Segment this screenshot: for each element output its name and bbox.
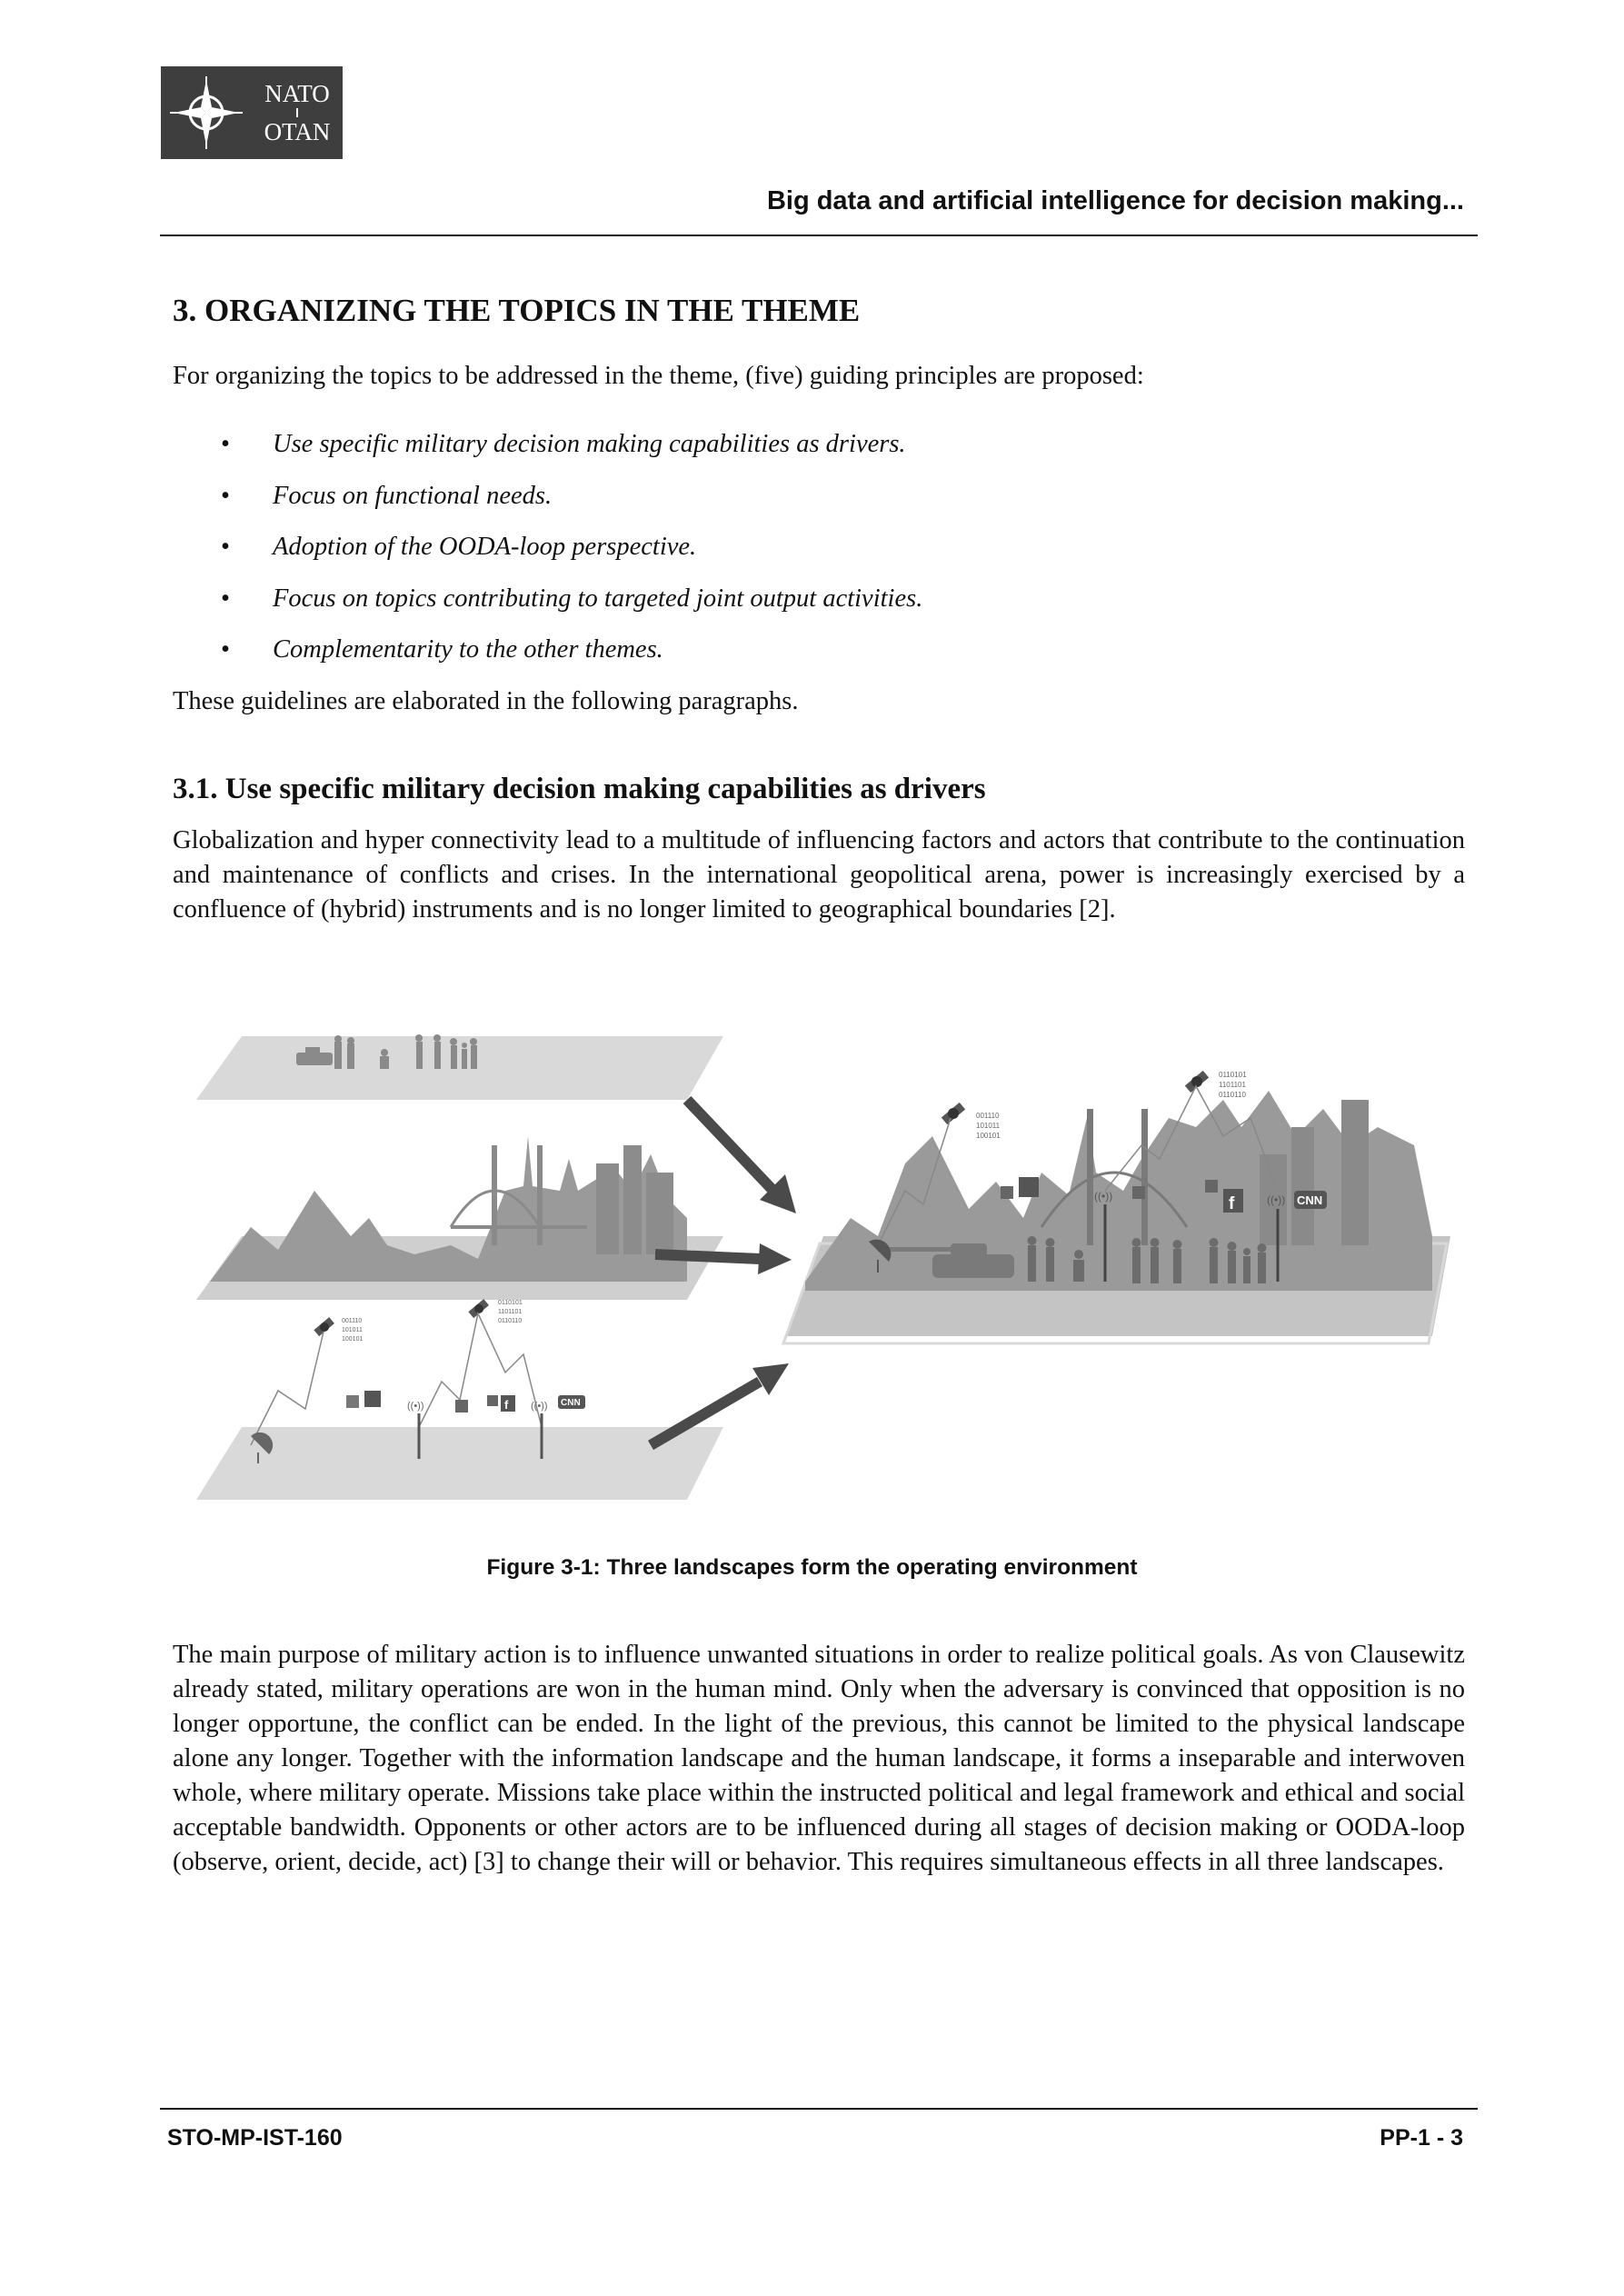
facebook-label: f — [504, 1398, 509, 1412]
after-bullets-text: These guidelines are elaborated in the following paragraphs. — [173, 687, 799, 715]
media-icon — [346, 1395, 359, 1408]
paragraph-globalization: Globalization and hyper connectivity lead to a multitude of influencing factors and actors that contribute to the continuation and maintenance of conflicts and crises. In the international geopolitical arena, power is increasingly exercised by a confluence of (hybrid) instruments and is no longer limited to geographical boundaries [2]. — [173, 826, 1465, 923]
binary-label: 100101 — [342, 1336, 364, 1343]
binary-label: 101011 — [342, 1327, 363, 1333]
logo-line-otan: OTAN — [264, 118, 331, 145]
nato-otan-logo — [161, 66, 343, 159]
binary-label: 001110 — [342, 1318, 363, 1324]
binary-label: 1101101 — [1219, 1081, 1246, 1089]
bridge-tower-right — [537, 1145, 543, 1245]
satellite-icon — [1185, 1071, 1209, 1093]
running-title: Big data and artificial intelligence for decision making... — [766, 186, 1464, 215]
instagram-icon — [487, 1395, 498, 1406]
combined-landscape-plane — [783, 1071, 1450, 1343]
list-item-text: Focus on functional needs. — [273, 481, 553, 510]
list-item — [173, 582, 922, 634]
three-landscapes-figure — [178, 1009, 1461, 1527]
instagram-icon — [1205, 1180, 1218, 1193]
logo-separator — [296, 108, 298, 117]
list-item — [173, 427, 922, 479]
binary-label: 0110101 — [1219, 1071, 1247, 1079]
binary-label: 0110110 — [498, 1318, 523, 1324]
list-item-text: Use specific military decision making capabilities as drivers. — [273, 430, 906, 458]
terrain-silhouette — [805, 1091, 1432, 1291]
section-heading: 3. ORGANIZING THE TOPICS IN THE THEME — [173, 293, 861, 328]
document-id: STO-MP-IST-160 — [167, 2125, 343, 2151]
twitter-icon — [455, 1400, 468, 1413]
media-icon — [1019, 1177, 1039, 1197]
list-item — [173, 530, 922, 582]
section-intro: For organizing the topics to be addressed in the theme, (five) guiding principles are proposed: — [173, 362, 1144, 390]
principles-list — [173, 427, 922, 684]
list-item — [173, 633, 922, 684]
binary-label: 001110 — [976, 1112, 1000, 1120]
binary-label: 0110110 — [1219, 1091, 1246, 1099]
logo-line-nato: NATO — [264, 80, 330, 107]
bullet-icon: • — [221, 533, 230, 561]
footer-rule — [160, 2108, 1478, 2110]
binary-label: 100101 — [976, 1132, 1001, 1140]
human-landscape-plane — [196, 1034, 723, 1100]
page-number: PP-1 - 3 — [1380, 2125, 1463, 2151]
list-item-text: Complementarity to the other themes. — [273, 635, 663, 664]
twitter-icon — [1132, 1186, 1145, 1199]
binary-label: 1101101 — [498, 1309, 523, 1315]
physical-landscape-plane — [196, 1136, 723, 1300]
cnn-label: CNN — [1297, 1193, 1323, 1207]
list-item-text: Focus on topics contributing to targeted joint output activities. — [273, 584, 923, 613]
information-landscape-plane — [196, 1299, 723, 1500]
bullet-icon: • — [221, 635, 230, 664]
bullet-icon: • — [221, 430, 230, 458]
list-item-text: Adoption of the OODA-loop perspective. — [273, 533, 697, 561]
bullet-icon: • — [221, 481, 230, 510]
paragraph-military-action: The main purpose of military action is to influence unwanted situations in order to realize political goals. As von Clausewitz already stated, military operations are won in the human mind. Only when the adversary is convinced that opposition is no longer opportune, the conflict can be ended. In the light of the previous, this cannot be limited to the physical landscape alone any longer. Together with the information landscape and the human landscape, it forms a inseparable and interwoven whole, where military operate. Missions take place within the instructed political and legal framework and ethical and social acceptable bandwidth. Opponents or other actors are to be influenced during all stages of decision making or OODA-loop (observe, orient, decide, act) [3] to change their will or behavior. This requires simultaneous effects in all three landscapes. — [173, 1641, 1465, 1876]
antenna-signal-icon: ((•)) — [531, 1401, 548, 1412]
antenna-signal-icon: ((•)) — [1094, 1190, 1113, 1203]
satellite-icon — [314, 1317, 334, 1336]
bridge-tower — [1141, 1109, 1148, 1245]
binary-label: 0110101 — [498, 1300, 523, 1306]
logo-wordmark — [252, 80, 343, 145]
bridge-tower-left — [492, 1145, 497, 1245]
antenna-signal-icon: ((•)) — [1267, 1193, 1286, 1206]
list-item — [173, 479, 922, 531]
header-rule — [160, 235, 1478, 236]
nato-compass-emblem-icon — [161, 66, 252, 159]
figure-caption: Figure 3-1: Three landscapes form the operating environment — [486, 1555, 1138, 1580]
media-icon — [1001, 1186, 1013, 1199]
binary-label: 101011 — [976, 1122, 1001, 1130]
subsection-heading: 3.1. Use specific military decision making capabilities as drivers — [173, 773, 986, 805]
bullet-icon: • — [221, 584, 230, 613]
cnn-label: CNN — [561, 1398, 581, 1408]
antenna-signal-icon: ((•)) — [407, 1401, 424, 1412]
facebook-label: f — [1229, 1194, 1235, 1213]
media-icon — [364, 1391, 381, 1407]
satellite-icon — [942, 1103, 965, 1124]
